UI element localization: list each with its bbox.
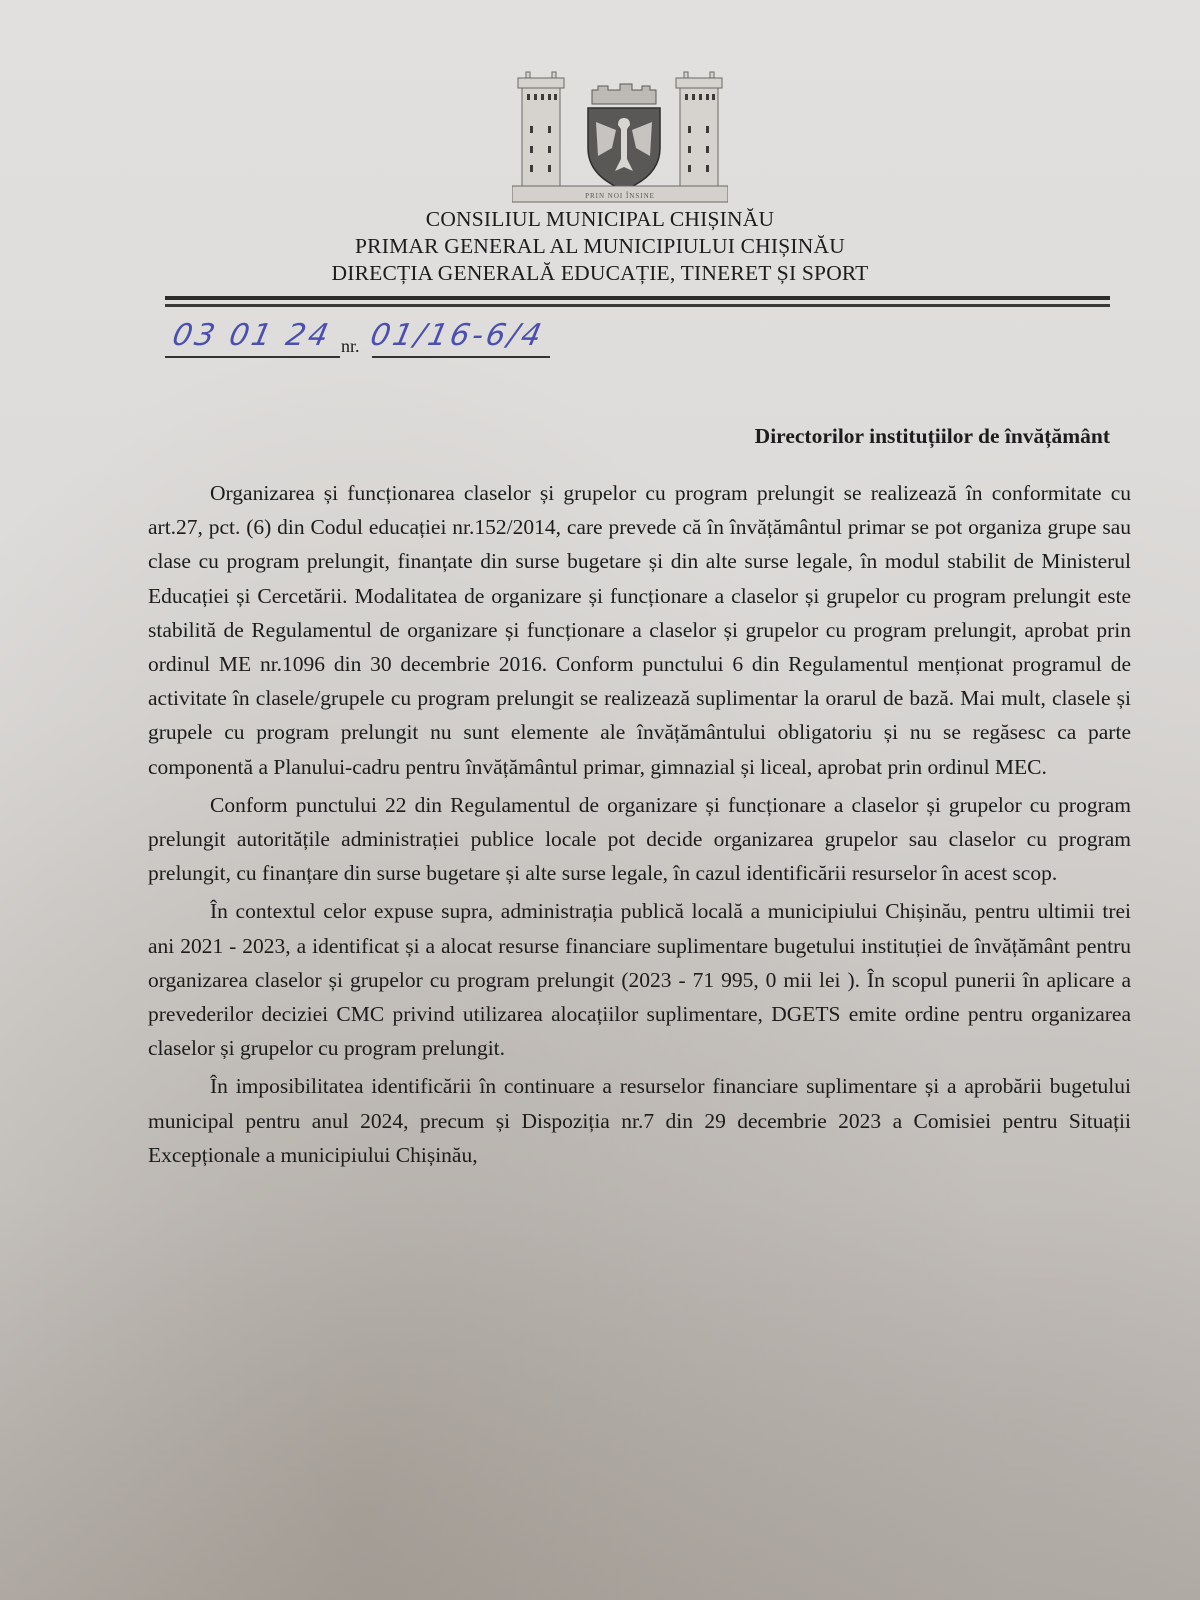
letterhead-council: CONSILIUL MUNICIPAL CHIȘINĂU [425, 207, 775, 231]
letterhead-mayor: PRIMAR GENERAL AL MUNICIPIULUI CHIȘINĂU [355, 234, 845, 258]
header-rule-thin [165, 304, 1110, 307]
letterhead-directorate: DIRECȚIA GENERALĂ EDUCAȚIE, TINERET ȘI SPORT [331, 261, 869, 285]
letter-body [148, 476, 1131, 1172]
addressee: Directorilor instituțiilor de învățământ [754, 424, 1110, 448]
reference-row [165, 314, 565, 364]
number-underline [372, 356, 550, 358]
date-underline [165, 356, 340, 358]
paragraph-impossibility: În imposibilitatea identificării în continuare a resurselor financiare suplimentare și a aprobării bugetului municipal pentru anul 2024, precum și Dispoziția nr.7 din 29 decembrie 2023 a Comisiei pentru Situații Excepționale a municipiului Chișinău, [148, 1074, 1131, 1167]
right-tower-icon [676, 72, 722, 188]
nr-label: nr. [341, 336, 360, 356]
paragraph-legal-basis: Organizarea și funcționarea claselor și grupelor cu program prelungit se realizează în conformitate cu art.27, pct. (6) din Codul educației nr.152/2014, care prevede că în învățământul primar se pot organiza grupe sau clase cu program prelungit, finanțate din surse bugetare și din alte surse legale, în modul stabilit de Ministerul Educației și Cercetării. Modalitatea de organizare și funcționare a claselor și grupelor cu program prelungit este stabilită de Regulamentul de organizare și funcționare a claselor și grupelor cu program prelungit, aprobat prin ordinul ME nr.1096 din 30 decembrie 2016. Conform punctului 6 din Regulamentul menționat programul de activitate în clasele/grupele cu program prelungit se realizează suplimentar la orarul de bază. Mai mult, clasele și grupele cu program prelungit nu sunt elemente ale învățământului obligatoriu și nu se regăsesc ca parte componentă a Planului-cadru pentru învățământul primar, gimnazial și liceal, aprobat prin ordinul MEC. [148, 481, 1131, 779]
handwritten-date: 03 01 24 [169, 318, 335, 353]
paragraph-regulation-22: Conform punctului 22 din Regulamentul de organizare și funcționare a claselor și grupelor cu program prelungit autoritățile administrației publice locale pot decide organizarea grupelor sau claselor cu program prelungit, cu finanțare din surse bugetare și alte surse legale, în cazul identificării resurselor în acest scop. [148, 792, 1131, 886]
svg-text:PRIN NOI ÎNSINE: PRIN NOI ÎNSINE [585, 192, 655, 200]
paragraph-context: În contextul celor expuse supra, administrația publică locală a municipiului Chișinău, pentru ultimii trei ani 2021 - 2023, a identificat și a alocat resurse financiare suplimentare bugetului instituției de învățământ pentru organizarea claselor și grupelor cu program prelungit (2023 - 71 995, 0 mii lei ). În scopul punerii în aplicare a prevederilor deciziei CMC privind utilizarea alocațiilor suplimentare, DGETS emite ordine pentru organizarea claselor și grupelor cu program prelungit. [148, 899, 1131, 1061]
handwritten-reference-number: 01/16-6/4 [367, 318, 548, 353]
letterhead [0, 206, 1200, 287]
left-tower-icon [518, 72, 564, 188]
coat-of-arms-logo [512, 68, 728, 204]
header-rule-thick [165, 296, 1110, 300]
crown-icon [592, 84, 656, 104]
